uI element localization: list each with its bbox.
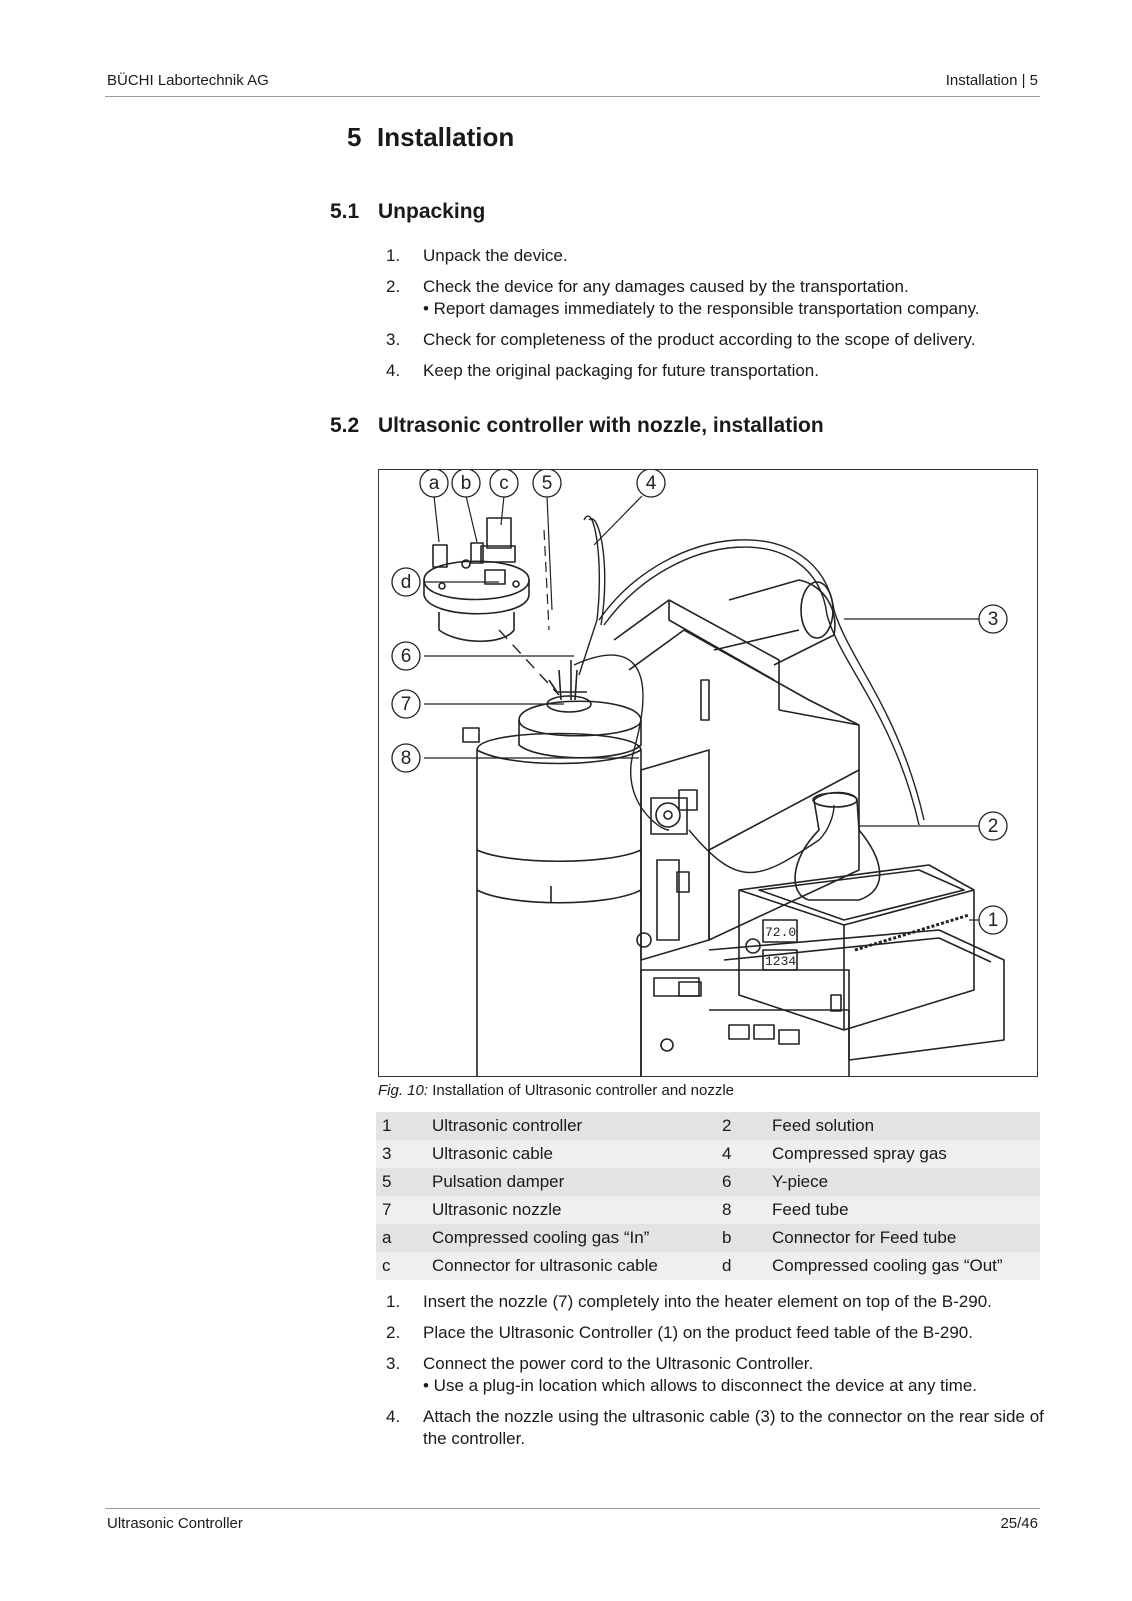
chapter-title-text: Installation — [377, 122, 515, 152]
step-number: 3. — [386, 330, 401, 349]
callout-label-a: a — [428, 473, 440, 494]
step-number: 1. — [386, 1292, 401, 1311]
step-text: Insert the nozzle (7) completely into the heater element on top of the B-290. — [423, 1292, 992, 1311]
figure-caption — [378, 1082, 734, 1099]
section-number: 5.2 — [330, 414, 360, 437]
callout-label-6: 6 — [400, 646, 412, 667]
legend-key: c — [376, 1252, 426, 1280]
step-note: • Report damages immediately to the responsible transportation company. — [423, 299, 980, 318]
installation-steps — [378, 1291, 1058, 1459]
step-text: Attach the nozzle using the ultrasonic cable (3) to the connector on the rear side of the controller. — [423, 1407, 1044, 1448]
legend-value: Ultrasonic controller — [426, 1112, 716, 1140]
figure-caption-text: Installation of Ultrasonic controller and nozzle — [432, 1082, 735, 1099]
section-number: 5.1 — [330, 200, 360, 223]
table-row — [376, 1224, 1040, 1252]
table-row — [376, 1196, 1040, 1224]
legend-table — [376, 1112, 1040, 1280]
legend-value: Compressed spray gas — [766, 1140, 1040, 1168]
legend-value: Connector for Feed tube — [766, 1224, 1040, 1252]
legend-key: 2 — [716, 1112, 766, 1140]
unpacking-steps — [378, 245, 1058, 391]
step-text: Unpack the device. — [423, 246, 568, 265]
legend-value: Y-piece — [766, 1168, 1040, 1196]
legend-value: Feed tube — [766, 1196, 1040, 1224]
list-item — [378, 1322, 1058, 1344]
step-number: 4. — [386, 1407, 401, 1426]
step-text: Connect the power cord to the Ultrasonic Controller. — [423, 1354, 814, 1373]
callout-label-d: d — [400, 572, 412, 593]
table-row — [376, 1112, 1040, 1140]
list-item — [378, 1406, 1058, 1450]
callout-label-5: 5 — [541, 473, 553, 494]
installation-drawing — [379, 470, 1037, 1076]
legend-key: a — [376, 1224, 426, 1252]
chapter-title — [347, 122, 514, 153]
legend-value: Feed solution — [766, 1112, 1040, 1140]
callout-label-8: 8 — [400, 748, 412, 769]
callout-label-b: b — [460, 473, 472, 494]
step-text: Check the device for any damages caused by the transportation. — [423, 277, 909, 296]
step-number: 4. — [386, 361, 401, 380]
list-item — [378, 1291, 1058, 1313]
legend-value: Connector for ultrasonic cable — [426, 1252, 716, 1280]
list-item — [378, 329, 1058, 351]
step-text: Keep the original packaging for future transportation. — [423, 361, 819, 380]
legend-key: 6 — [716, 1168, 766, 1196]
legend-key: 4 — [716, 1140, 766, 1168]
section-title: Ultrasonic controller with nozzle, installation — [378, 414, 824, 437]
callout-label-4: 4 — [645, 473, 657, 494]
figure-label: Fig. 10: — [378, 1082, 429, 1099]
table-row — [376, 1252, 1040, 1280]
legend-key: 7 — [376, 1196, 426, 1224]
step-text: Check for completeness of the product according to the scope of delivery. — [423, 330, 976, 349]
display-temperature: 72.0 — [765, 925, 797, 940]
callout-label-7: 7 — [400, 694, 412, 715]
list-item — [378, 1353, 1058, 1397]
page-header — [105, 70, 1040, 97]
legend-key: 8 — [716, 1196, 766, 1224]
legend-value: Ultrasonic cable — [426, 1140, 716, 1168]
company-name: BÜCHI Labortechnik AG — [107, 72, 269, 89]
list-item — [378, 360, 1058, 382]
chapter-number: 5 — [347, 122, 362, 152]
section-title: Unpacking — [378, 200, 486, 223]
step-number: 2. — [386, 1323, 401, 1342]
list-item — [378, 245, 1058, 267]
legend-value: Pulsation damper — [426, 1168, 716, 1196]
legend-key: 1 — [376, 1112, 426, 1140]
table-row — [376, 1168, 1040, 1196]
callout-label-3: 3 — [987, 609, 999, 630]
product-name: Ultrasonic Controller — [107, 1515, 243, 1532]
page-footer — [105, 1508, 1040, 1532]
legend-key: 5 — [376, 1168, 426, 1196]
legend-key: b — [716, 1224, 766, 1252]
table-row — [376, 1140, 1040, 1168]
step-number: 3. — [386, 1354, 401, 1373]
section-heading-unpacking — [330, 200, 485, 224]
step-note: • Use a plug-in location which allows to disconnect the device at any time. — [423, 1376, 978, 1395]
step-number: 1. — [386, 246, 401, 265]
legend-value: Compressed cooling gas “In” — [426, 1224, 716, 1252]
legend-key: d — [716, 1252, 766, 1280]
list-item — [378, 276, 1058, 320]
legend-value: Ultrasonic nozzle — [426, 1196, 716, 1224]
callout-label-c: c — [499, 473, 509, 494]
installation-figure — [378, 469, 1038, 1077]
step-number: 2. — [386, 277, 401, 296]
section-heading-installation — [330, 414, 824, 438]
callout-label-1: 1 — [987, 910, 999, 931]
step-text: Place the Ultrasonic Controller (1) on the product feed table of the B-290. — [423, 1323, 973, 1342]
legend-key: 3 — [376, 1140, 426, 1168]
display-value: 1234 — [765, 954, 797, 969]
header-section: Installation | 5 — [945, 72, 1038, 89]
callout-label-2: 2 — [987, 816, 999, 837]
legend-value: Compressed cooling gas “Out” — [766, 1252, 1040, 1280]
page-number: 25/46 — [1000, 1515, 1038, 1532]
